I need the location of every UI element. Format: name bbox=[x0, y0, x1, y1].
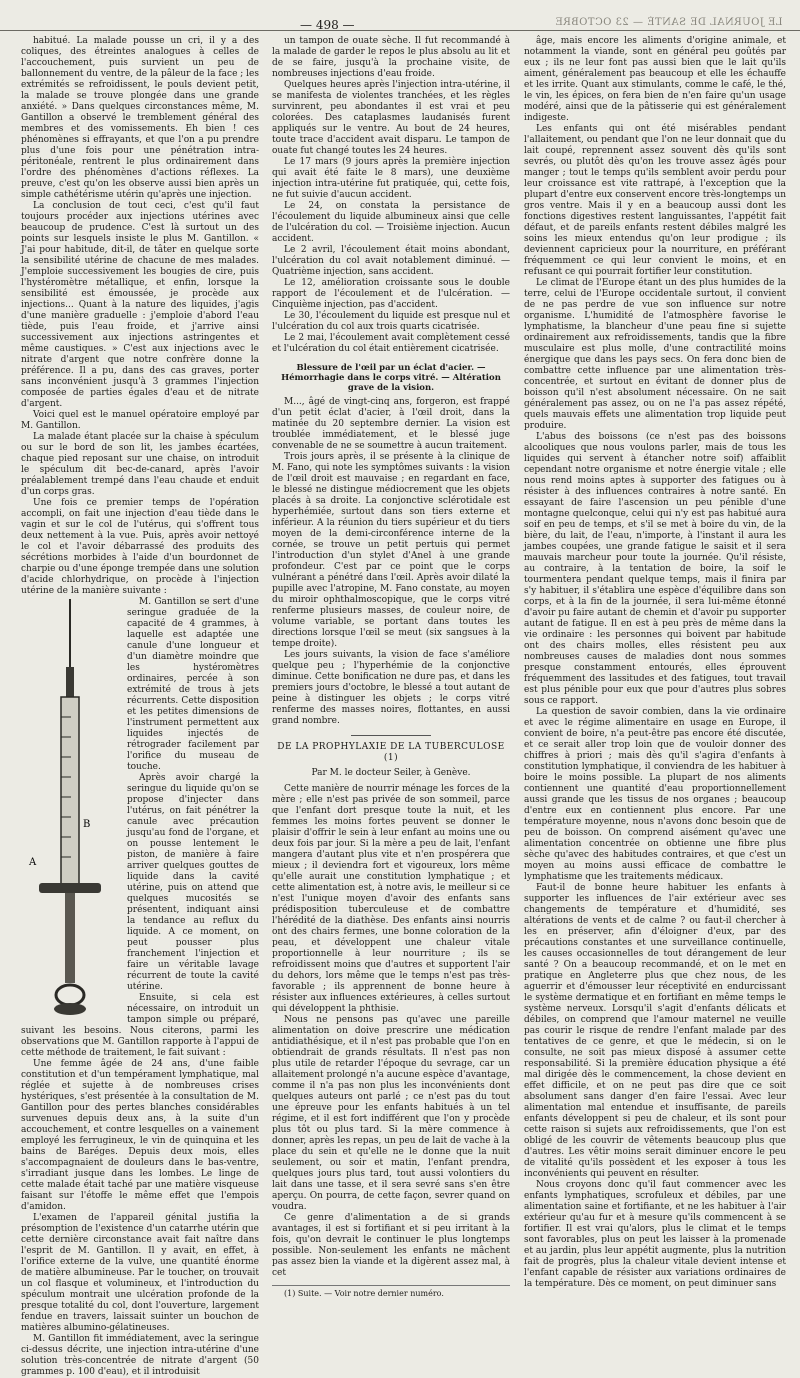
paragraph: un tampon de ouate sèche. Il fut recommandé à la malade de garder le repos le plus absolu au lit et de se faire, jusqu'à la prochaine visite, de nombreuses injections d'eau froide. bbox=[272, 36, 510, 79]
column-3 bbox=[524, 36, 786, 1289]
paragraph: Le 24, on constata la persistance de l'écoulement du liquide albumineux ainsi que celle de l'ulcération du col. — Troisième injection. Aucun accident. bbox=[272, 201, 510, 244]
paragraph: Le climat de l'Europe étant un des plus humides de la terre, celui de l'Europe occidentale surtout, il convient de ne pas perdre de vue son influence sur notre organisme. L'humidité de l'atmosphère favorise le lymphatisme, la blancheur d'une peau fine si sujette ordinairement aux refroidissements, tandis que la fibre musculaire est plus molle, d'une contractilité moins énergique que dans les pays secs. On fera donc bien de combattre cette influence par une alimentation très-concentrée, et surtout en évitant de donner plus de boisson qu'il n'est absolument nécessaire. On ne sait généralement pas assez, ou on ne l'a pas assez répété, quels mauvais effets une alimentation trop liquide peut produire. bbox=[524, 278, 786, 431]
paragraph: Ce genre d'alimentation a de si grands avantages, il est si fortifiant et si peu irritant à la fois, qu'on devrait le continuer le plus longtemps possible. Non-seulement les enfants ne mâchent pas assez bien la viande et la digèrent assez mal, à cet bbox=[272, 1213, 510, 1278]
figure-label-a: A bbox=[29, 857, 37, 868]
paragraph: Après avoir chargé la seringue du liquide qu'on se propose d'injecter dans l'utérus, on fait pénétrer la canule avec précaution jusqu'au fond de l'organe, et on pousse lentement le piston, de manière à faire arriver quelques gouttes de liquide dans la cavité utérine, puis on attend que quelques mucosités se présentent, indiquant ainsi la tendance au reflux du liquide. A ce moment, on peut pousser plus franchement l'injection et faire un véritable lavage récurrent de toute la cavité utérine. bbox=[127, 773, 259, 992]
paragraph: Nous croyons donc qu'il faut commencer avec les enfants lymphatiques, scrofuleux et débiles, par une alimentation saine et fortifiante, et ne les habituer à l'air extérieur qu'au fur et à mesure qu'ils commencent à se fortifier. Il est vrai qu'alors, plus le climat et le temps sont favorables, plus on peut les laisser à la promenade et au jardin, plus leur appétit augmente, plus la nutrition fait de progrès, plus la chaleur vitale devient intense et l'enfant capable de résister aux variations ordinaires de la température. Dès ce moment, on peut diminuer sans bbox=[524, 1180, 786, 1289]
paragraph: Trois jours après, il se présente à la clinique de M. Fano, qui note les symptômes suivants : la vision de l'œil droit est mauvaise ; en regardant en face, le blessé ne distingue médiocrement que les objets placés à sa droite. La conjonctive sclérotidale est hyperhémiée, surtout dans son tiers externe et inférieur. A la réunion du tiers supérieur et du tiers moyen de la demi-circonférence interne de la cornée, se trouve un petit pertuis qui permet l'introduction d'un stylet d'Anel à une grande profondeur. C'est par ce point que le corps vulnérant a pénétré dans l'œil. Après avoir dilaté la pupille avec l'atropine, M. Fano constate, au moyen du miroir ophthalmoscopique, que le corps vitré renferme plusieurs masses, de couleur noire, de volume variable, se portant dans toutes les directions lorsque l'œil se meut (six sangsues à la tempe droite). bbox=[272, 452, 510, 649]
paragraph: Le 12, amélioration croissante sous le double rapport de l'écoulement et de l'ulcération. — Cinquième injection, pas d'accident. bbox=[272, 278, 510, 310]
paragraph: Le 2 mai, l'écoulement avait complètement cessé et l'ulcération du col était entièrement cicatrisée. bbox=[272, 333, 510, 354]
column-1 bbox=[21, 36, 259, 1377]
footnote: (1) Suite. — Voir notre dernier numéro. bbox=[272, 1285, 510, 1299]
paragraph: âge, mais encore les aliments d'origine animale, et notamment la viande, sont en général peu goûtés par eux ; ils ne leur font pas aussi bien que le lait qu'ils aiment, généralement pas beaucoup et elle les échauffe et les irrite. Quant aux stimulants, comme le café, le thé, le vin, les épices, on fera bien de n'en faire qu'un usage modéré, ainsi que de la pâtisserie qui est généralement indigeste. bbox=[524, 36, 786, 123]
paragraph: La question de savoir combien, dans la vie ordinaire et avec le régime alimentaire en usage en Europe, il convient de boire, n'a peut-être pas encore été discutée, et ce serait aller trop loin que de vouloir donner des chiffres à priori ; mais dès qu'il s'agira d'enfants à constitution lymphatique, il conviendra de les habituer à boire le moins possible. La plupart de nos aliments contiennent une quantité d'eau proportionnellement aussi grande que les tissus de nos organes ; beaucoup d'entre eux en contiennent plus encore. Par une température moyenne, nous n'avons donc besoin que de peu de boisson. On comprend aisément qu'avec une alimentation concentrée on obtienne une fibre plus sèche qu'avec des habitudes contraires, et que c'est un moyen au moins aussi efficace de combattre le lymphatisme que les traitements médicaux. bbox=[524, 707, 786, 882]
figure-label-b: B bbox=[83, 819, 91, 830]
paragraph: Une femme âgée de 24 ans, d'une faible constitution et d'un tempérament lymphatique, mal réglée et sujette à de nombreuses crises hystériques, s'est présentée à la consultation de M. Gantillon pour des pertes blanches considérables survenues depuis deux ans, à la suite d'un accouchement, et contre lesquelles on a vainement employé les ferrugineux, le vin de quinquina et les bains de Baréges. Depuis deux mois, elles s'accompagnaient de douleurs dans le bas-ventre, s'irradiant jusque dans les lombes. Le linge de cette malade était taché par une matière visqueuse faisant sur l'étoffe le même effet que l'empois d'amidon. bbox=[21, 1059, 259, 1212]
divider bbox=[351, 735, 431, 736]
section-heading: Blessure de l'œil par un éclat d'acier. — Hémorrhagie dans le corps vitré. — Altération grave de la vision. bbox=[281, 363, 501, 393]
article-title: DE LA PROPHYLAXIE DE LA TUBERCULOSE (1) bbox=[277, 742, 505, 763]
page-number: — 498 — bbox=[300, 18, 355, 32]
paragraph: Le 17 mars (9 jours après la première injection qui avait été faite le 8 mars), une deuxième injection intra-utérine fut pratiquée, qui, cette fois, ne fut suivie d'aucun accident. bbox=[272, 157, 510, 200]
paragraph: Nous ne pensons pas qu'avec une pareille alimentation on doive prescrire une médication antidiathésique, et il n'est pas probable que l'on en obtiendrait de grands résultats. Il n'est pas non plus utile de retarder l'époque du sevrage, car un allaitement prolongé n'a aucune espèce d'avantage, comme il n'a pas non plus les inconvénients dont quelques auteurs ont parlé ; ce n'est pas du tout une épreuve pour les enfants habitués à un tel régime, et il est fort indifférent que l'on y procède plus tôt ou plus tard. Si la mère commence à donner, après les repas, un peu de lait de vache à la place du sein et qu'elle ne le donne que la nuit seulement, ou soir et matin, l'enfant prendra, quelques jours plus tard, tout aussi volontiers du lait dans une tasse, et il sera sevré sans s'en être aperçu. On pourra, de cette façon, sevrer quand on voudra. bbox=[272, 1015, 510, 1212]
paragraph: M. Gantillon fit immédiatement, avec la seringue ci-dessus décrite, une injection intra-utérine d'une solution très-concentrée de nitrate d'argent (50 grammes p. 100 d'eau), et il introduisit bbox=[21, 1334, 259, 1377]
paragraph: Voici quel est le manuel opératoire employé par M. Gantillon. bbox=[21, 410, 259, 431]
paragraph: La conclusion de tout ceci, c'est qu'il faut toujours procéder aux injections utérines avec beaucoup de prudence. C'est là surtout un des points sur lesquels insiste le plus M. Gantillon. « J'ai pour habitude, dit-il, de tâter en quelque sorte la sensibilité utérine de chacune de mes malades. J'emploie successivement les bougies de cire, puis l'hystéromètre métallique, et enfin, lorsque la sensibilité est émoussée, je procède aux injections... Quant à la nature des liquides, j'agis d'une manière graduelle : j'emploie d'abord l'eau tiède, puis l'eau froide, et j'arrive ainsi successivement aux injections astringentes et même caustiques. » C'est aux injections avec le nitrate d'argent que notre confrère donne la préférence. Il a pu, dans des cas graves, porter sans inconvénient jusqu'à 3 grammes l'injection composée de parties égales d'eau et de nitrate d'argent. bbox=[21, 201, 259, 409]
column-2 bbox=[272, 36, 510, 1298]
paragraph: Une fois ce premier temps de l'opération accompli, on fait une injection d'eau tiède dans le vagin et sur le col de l'utérus, qui s'offrent tous deux nettement à la vue. Puis, après avoir nettoyé le col et l'avoir débarrassé des produits des sécrétions morbides à l'aide d'un bourdonnet de charpie ou d'une éponge trempée dans une solution d'acide chlorhydrique, on procède à l'injection utérine de la manière suivante : bbox=[21, 498, 259, 596]
paragraph: L'abus des boissons (ce n'est pas des boissons alcooliques que nous voulons parler, mais de tous les liquides qui servent à étancher notre soif) affaiblit cependant notre organisme et notre énergie vitale ; elle nous rend moins aptes à supporter des fatigues ou à résister à des influences contraires à notre santé. En essayant de faire l'ascension un peu pénible d'une montagne quelconque, celui qui n'y est pas habitué aura soif en peu de temps, et s'il se met à boire du vin, de la bière, du lait, de l'eau, n'importe, à l'instant il aura les jambes coupées, une grande fatigue le saisit et il sera mauvais marcheur pour toute la journée. Qu'il résiste, au contraire, à la tentation de boire, la soif le tourmentera pendant quelque temps, mais il finira par s'y habituer, il s'établira une espèce d'équilibre dans son corps, et à la fin de la journée, il sera lui-même étonné d'avoir pu faire autant de chemin et d'avoir pu supporter autant de fatigue. Il en est à peu près de même dans la vie ordinaire : les personnes qui boivent par habitude ont des chairs molles, elles résistent peu aux nombreuses causes de maladies dont nous sommes presque constamment entourés, elles éprouvent fréquemment des lassitudes et des fatigues, tout travail est plus pénible pour eux que pour d'autres plus sobres sous ce rapport. bbox=[524, 432, 786, 706]
paragraph: La malade étant placée sur la chaise à spéculum ou sur le bord de son lit, les jambes écartées, chaque pied reposant sur une chaise, on introduit le spéculum dit bec-de-canard, après l'avoir préalablement trempé dans l'eau chaude et enduit d'un corps gras. bbox=[21, 432, 259, 497]
paragraph: Les enfants qui ont été misérables pendant l'allaitement, ou pendant que l'on ne leur donnait que du lait coupé, reprennent assez souvent dès qu'ils sont sevrés, ou plutôt dès qu'on les trouve assez âgés pour manger ; tout le temps qu'ils semblent avoir perdu pour leur croissance est vite rattrapé, à l'exception que la plupart d'entre eux conservent encore très-longtemps un gros ventre. Mais il y en a beaucoup aussi dont les fonctions digestives restent languissantes, l'appétit fait défaut, et de pareils enfants restent débiles malgré les soins les mieux entendus qu'on leur prodigue ; ils deviennent capricieux pour la nourriture, en préférant fréquemment ce qui leur convient le moins, et en refusant ce qui pourrait fortifier leur constitution. bbox=[524, 124, 786, 277]
paragraph: Le 30, l'écoulement du liquide est presque nul et l'ulcération du col aux trois quarts cicatrisée. bbox=[272, 311, 510, 332]
paragraph: Faut-il de bonne heure habituer les enfants à supporter les influences de l'air extérieur avec ses changements de température et d'humidité, ses altérations de vents et de calme ? ou faut-il chercher à les en préserver, afin d'éloigner d'eux, par des précautions constantes et une surveillance continuelle, les causes occasionnelles de tout dérangement de leur santé ? On a beaucoup recommandé, et on le met en pratique en Angleterre plus que chez nous, de les aguerrir et d'émousser leur réceptivité en endurcissant le système dermatique et en fortifiant en même temps le système nerveux. Lorsqu'il s'agit d'enfants délicats et débiles, on comprend que l'amour maternel ne veuille pas courir le risque de rendre l'enfant malade par des tentatives de ce genre, et que le médecin, si on le consulte, ne soit pas mieux disposé à assumer cette responsabilité. Si la première éducation physique a été mal dirigée dès le commencement, la chose devient en effet difficile, et on ne peut pas dire que ce soit absolument sans danger d'en faire l'essai. Avec leur alimentation mal entendue et insuffisante, de pareils enfants développent si peu de chaleur, et ils sont pour cette raison si sujets aux refroidissements, que l'on est obligé de les couvrir de vêtements beaucoup plus que d'autres. Les vêtir moins serait diminuer encore le peu de vitalité qu'ils possèdent et les exposer à tous les inconvénients qui peuvent en résulter. bbox=[524, 883, 786, 1179]
paragraph: L'examen de l'appareil génital justifia la présomption de l'existence d'un catarrhe utérin que cette dernière circonstance avait fait naître dans l'esprit de M. Gantillon. Il y avait, en effet, à l'orifice externe de la vulve, une quantité énorme de matière albumineuse. Par le toucher, on trouvait un col flasque et volumineux, et l'introduction du spéculum montrait une ulcération profonde de la presque totalité du col, dont l'ouverture, largement fendue en travers, laissait suinter un bouchon de matières albumino-gélatineuses. bbox=[21, 1213, 259, 1333]
article-author: Par M. le docteur Seiler, à Genève. bbox=[311, 768, 471, 778]
bleed-through-text: LE JOURNAL DE SANTÉ — 23 OCTOBRE bbox=[555, 17, 783, 28]
paragraph: Le 2 avril, l'écoulement était moins abondant, l'ulcération du col avait notablement diminué. — Quatrième injection, sans accident. bbox=[272, 245, 510, 277]
paragraph: Les jours suivants, la vision de face s'améliore quelque peu ; l'hyperhémie de la conjonctive diminue. Cette bonification ne dure pas, et dans les premiers jours d'octobre, le blessé a tout autant de peine à distinguer les objets ; le corps vitré renferme des masses noires, flottantes, en aussi grand nombre. bbox=[272, 650, 510, 726]
paragraph: Quelques heures après l'injection intra-utérine, il se manifesta de violentes tranchées, et les règles survinrent, peu abondantes il est vrai et peu colorées. Des cataplasmes laudanisés furent appliqués sur le ventre. Au bout de 24 heures, toute trace d'accident avait disparu. Le tampon de ouate fut changé toutes les 24 heures. bbox=[272, 80, 510, 156]
paragraph: habitué. La malade pousse un cri, il y a des coliques, des étreintes analogues à celles de l'accouchement, puis survient un peu de ballonnement du ventre, de la pâleur de la face ; les extrémités se refroidissent, le pouls devient petit, la malade se trouve plongée dans une grande anxiété. » Dans quelques circonstances même, M. Gantillon a observé le tremblement général des membres et des vomissements. Eh bien ! ces phénomènes si effrayants, et que l'on a pu prendre plus d'une fois pour une pénétration intra-péritonéale, rentrent le plus ordinairement dans l'ordre des phénomènes d'actions réflexes. La preuve, c'est qu'on les observe aussi bien après un simple cathétérisme utérin qu'après une injection. bbox=[21, 36, 259, 200]
page-header bbox=[0, 0, 800, 31]
paragraph: Ensuite, si cela est nécessaire, on introduit un tampon simple ou préparé, suivant les besoins. Nous citerons, parmi les observations que M. Gantillon rapporte à l'appui de cette méthode de traitement, le fait suivant : bbox=[21, 993, 259, 1058]
syringe-illustration bbox=[21, 597, 119, 1017]
paragraph: M..., âgé de vingt-cinq ans, forgeron, est frappé d'un petit éclat d'acier, à l'œil droit, dans la matinée du 20 septembre dernier. La vision est troublée immédiatement, et le blessé juge convenable de ne se soumettre à aucun traitement. bbox=[272, 397, 510, 451]
paragraph: M. Gantillon se sert d'une seringue graduée de la capacité de 4 grammes, à laquelle est adaptée une canule d'une longueur et d'un diamètre moindre que les hystéromètres ordinaires, percée à son extrémité de trous à jets récurrents. Cette disposition et les petites dimensions de l'instrument permettent aux liquides injectés de rétrograder facilement par l'orifice du museau de touche. bbox=[127, 597, 259, 772]
syringe-icon bbox=[21, 597, 119, 1017]
paragraph: Cette manière de nourrir ménage les forces de la mère ; elle n'est pas privée de son sommeil, parce que l'enfant dort presque toute la nuit, et les femmes les moins fortes peuvent se donner le plaisir d'offrir le sein à leur enfant au moins une ou deux fois par jour. Si la mère a peu de lait, l'enfant mangera d'autant plus vite et n'en prospérera que mieux ; il deviendra fort et vigoureux, lors même qu'elle aurait une constitution lymphatique ; et cette alimentation est, à notre avis, le meilleur si ce n'est l'unique moyen d'avoir des enfants sans prédisposition tuberculeuse et de combattre l'hérédité de la diathèse. Des enfants ainsi nourris ont des chairs fermes, une bonne coloration de la peau, et développent une chaleur vitale proportionnelle à leur nourriture ; ils se refroidissent moins que d'autres et supportent l'air du dehors, lors même que le temps n'est pas très-favorable ; ils apprennent de bonne heure à résister aux influences extérieures, à celles surtout qui développent la phthisie. bbox=[272, 784, 510, 1014]
